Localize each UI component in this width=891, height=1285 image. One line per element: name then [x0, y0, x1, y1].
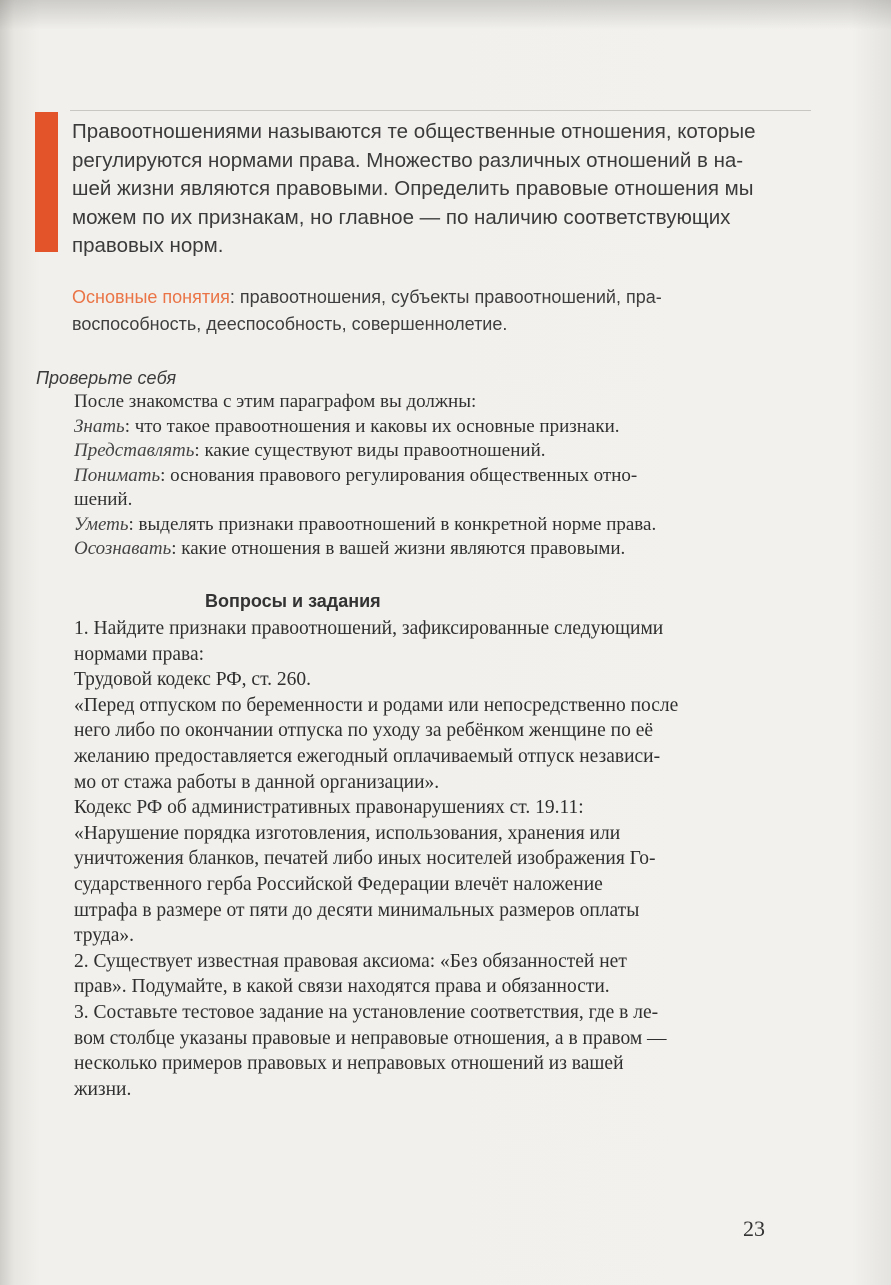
question-line: «Нарушение порядка изготовления, использования, хранения или — [74, 822, 621, 844]
top-rule — [70, 110, 811, 111]
self-check-text: : какие отношения в вашей жизни являются правовыми. — [171, 538, 626, 559]
self-check-item — [74, 488, 809, 513]
self-check-item — [74, 464, 809, 489]
question-line: «Перед отпуском по беременности и родами или непосредственно после — [74, 694, 679, 716]
self-check-text: : что такое правоотношения и каковы их основные признаки. — [124, 415, 620, 437]
self-check-text: : выделять признаки правоотношений в конкретной норме права. — [128, 513, 657, 535]
self-check-item — [74, 537, 809, 562]
question-line: труда». — [74, 925, 134, 947]
question-line: вом столбце указаны правовые и неправовые отношения, а в правом — — [74, 1027, 667, 1049]
concepts-line: воспособность, дееспособность, совершеннолетие. — [72, 314, 508, 334]
question-line: жизни. — [74, 1078, 132, 1100]
intro-line: шей жизни являются правовыми. Определить правовые отношения мы — [72, 177, 754, 200]
self-check-title: Проверьте себя — [36, 368, 177, 388]
self-check-text: : основания правового регулирования общественных отно- — [160, 464, 638, 486]
question-line: уничтожения бланков, печатей либо иных носителей изображения Го- — [74, 848, 656, 870]
questions-list — [74, 616, 812, 1102]
questions-title: Вопросы и задания — [205, 591, 381, 611]
self-check-intro: После знакомства с этим параграфом вы должны: — [74, 391, 477, 412]
question-line: прав». Подумайте, в какой связи находятся права и обязанности. — [74, 976, 610, 998]
question-line: сударственного герба Российской Федерации влечёт наложение — [74, 873, 603, 895]
question-line: несколько примеров правовых и неправовых отношений из вашей — [74, 1053, 624, 1075]
concepts-label: Основные понятия — [72, 287, 230, 307]
intro-line: правовых норм. — [72, 234, 224, 257]
page-number: 23 — [743, 1216, 765, 1241]
intro-line: Правоотношениями называются те общественные отношения, которые — [72, 120, 756, 143]
self-check-text: шений. — [74, 489, 133, 510]
question-line: желанию предоставляется ежегодный оплачиваемый отпуск независи- — [74, 745, 661, 767]
intro-paragraph — [72, 118, 812, 261]
question-line: Трудовой кодекс РФ, ст. 260. — [74, 669, 312, 691]
accent-bar — [35, 112, 58, 252]
self-check-term: Уметь — [74, 513, 129, 535]
self-check-item — [74, 439, 809, 464]
concepts-text: : правоотношения, субъекты правоотношений, пра- — [229, 287, 662, 307]
scan-top-shadow — [0, 0, 891, 30]
intro-line: можем по их признакам, но главное — по наличию соответствующих — [72, 205, 731, 229]
self-check-term: Представлять — [74, 440, 195, 461]
self-check-list — [74, 390, 809, 562]
self-check-item — [74, 415, 809, 440]
key-concepts — [72, 284, 812, 338]
question-line: нормами права: — [74, 643, 205, 665]
concepts-line — [72, 284, 812, 311]
scan-edge-shadow — [851, 0, 891, 1285]
self-check-term: Знать — [74, 415, 125, 437]
question-line: него либо по окончании отпуска по уходу за ребёнком женщине по её — [74, 720, 654, 742]
question-line: штрафа в размере от пяти до десяти минимальных размеров оплаты — [74, 899, 640, 921]
self-check-term: Осознавать — [74, 538, 172, 559]
question-line: 1. Найдите признаки правоотношений, зафиксированные следующими — [74, 618, 664, 639]
intro-line: регулируются нормами права. Множество различных отношений в на- — [72, 148, 744, 172]
self-check-term: Понимать — [74, 464, 161, 486]
question-line: Кодекс РФ об административных правонарушениях ст. 19.11: — [74, 797, 584, 819]
question-line: мо от стажа работы в данной организации». — [74, 771, 440, 793]
self-check-item — [74, 513, 809, 538]
self-check-text: : какие существуют виды правоотношений. — [194, 440, 546, 461]
question-line: 3. Составьте тестовое задание на установление соответствия, где в ле- — [74, 1001, 659, 1023]
question-line: 2. Существует известная правовая аксиома: «Без обязанностей нет — [74, 950, 627, 972]
